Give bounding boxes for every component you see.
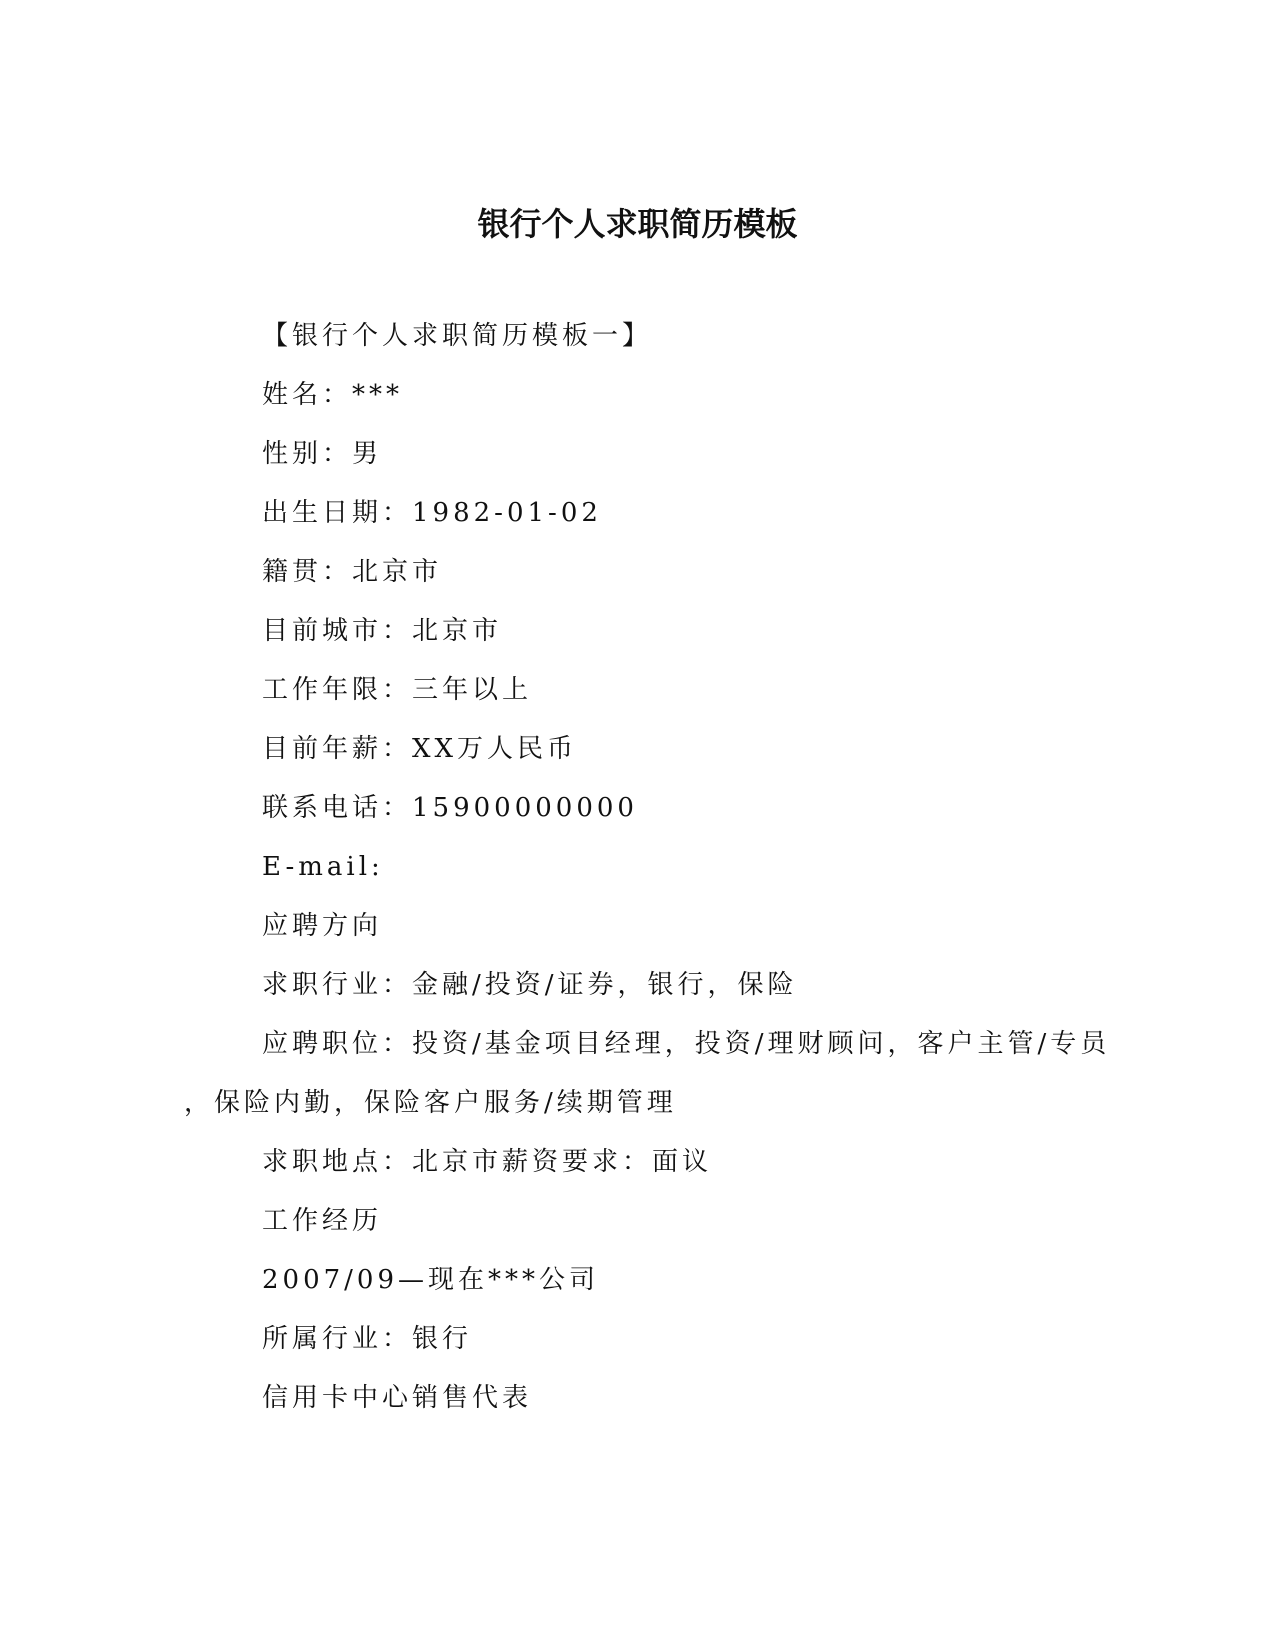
work-years-field: 工作年限：三年以上 [262, 675, 533, 705]
application-heading: 应聘方向 [262, 911, 383, 941]
experience-period: 2007/09—现在***公司 [262, 1265, 600, 1295]
hometown-field: 籍贯：北京市 [262, 557, 443, 587]
salary-field: 目前年薪：XX万人民币 [262, 734, 578, 764]
birthdate-field: 出生日期：1982-01-02 [262, 498, 602, 528]
position-field-continued: ，保险内勤，保险客户服务/续期管理 [184, 1088, 677, 1118]
phone-field: 联系电话：15900000000 [262, 793, 638, 823]
location-salary-field: 求职地点：北京市薪资要求：面议 [262, 1147, 713, 1177]
section-heading: 【银行个人求职简历模板一】 [262, 321, 653, 351]
work-experience-heading: 工作经历 [262, 1206, 383, 1236]
experience-role: 信用卡中心销售代表 [262, 1383, 533, 1413]
current-city-field: 目前城市：北京市 [262, 616, 503, 646]
position-field: 应聘职位：投资/基金项目经理，投资/理财顾问，客户主管/专员 [262, 1029, 1111, 1059]
name-field: 姓名：*** [262, 380, 404, 410]
gender-field: 性别：男 [262, 439, 383, 469]
email-field: E-mail: [262, 852, 384, 882]
industry-field: 求职行业：金融/投资/证券，银行，保险 [262, 970, 798, 1000]
document-title: 银行个人求职简历模板 [477, 205, 798, 243]
experience-industry: 所属行业：银行 [262, 1324, 473, 1354]
